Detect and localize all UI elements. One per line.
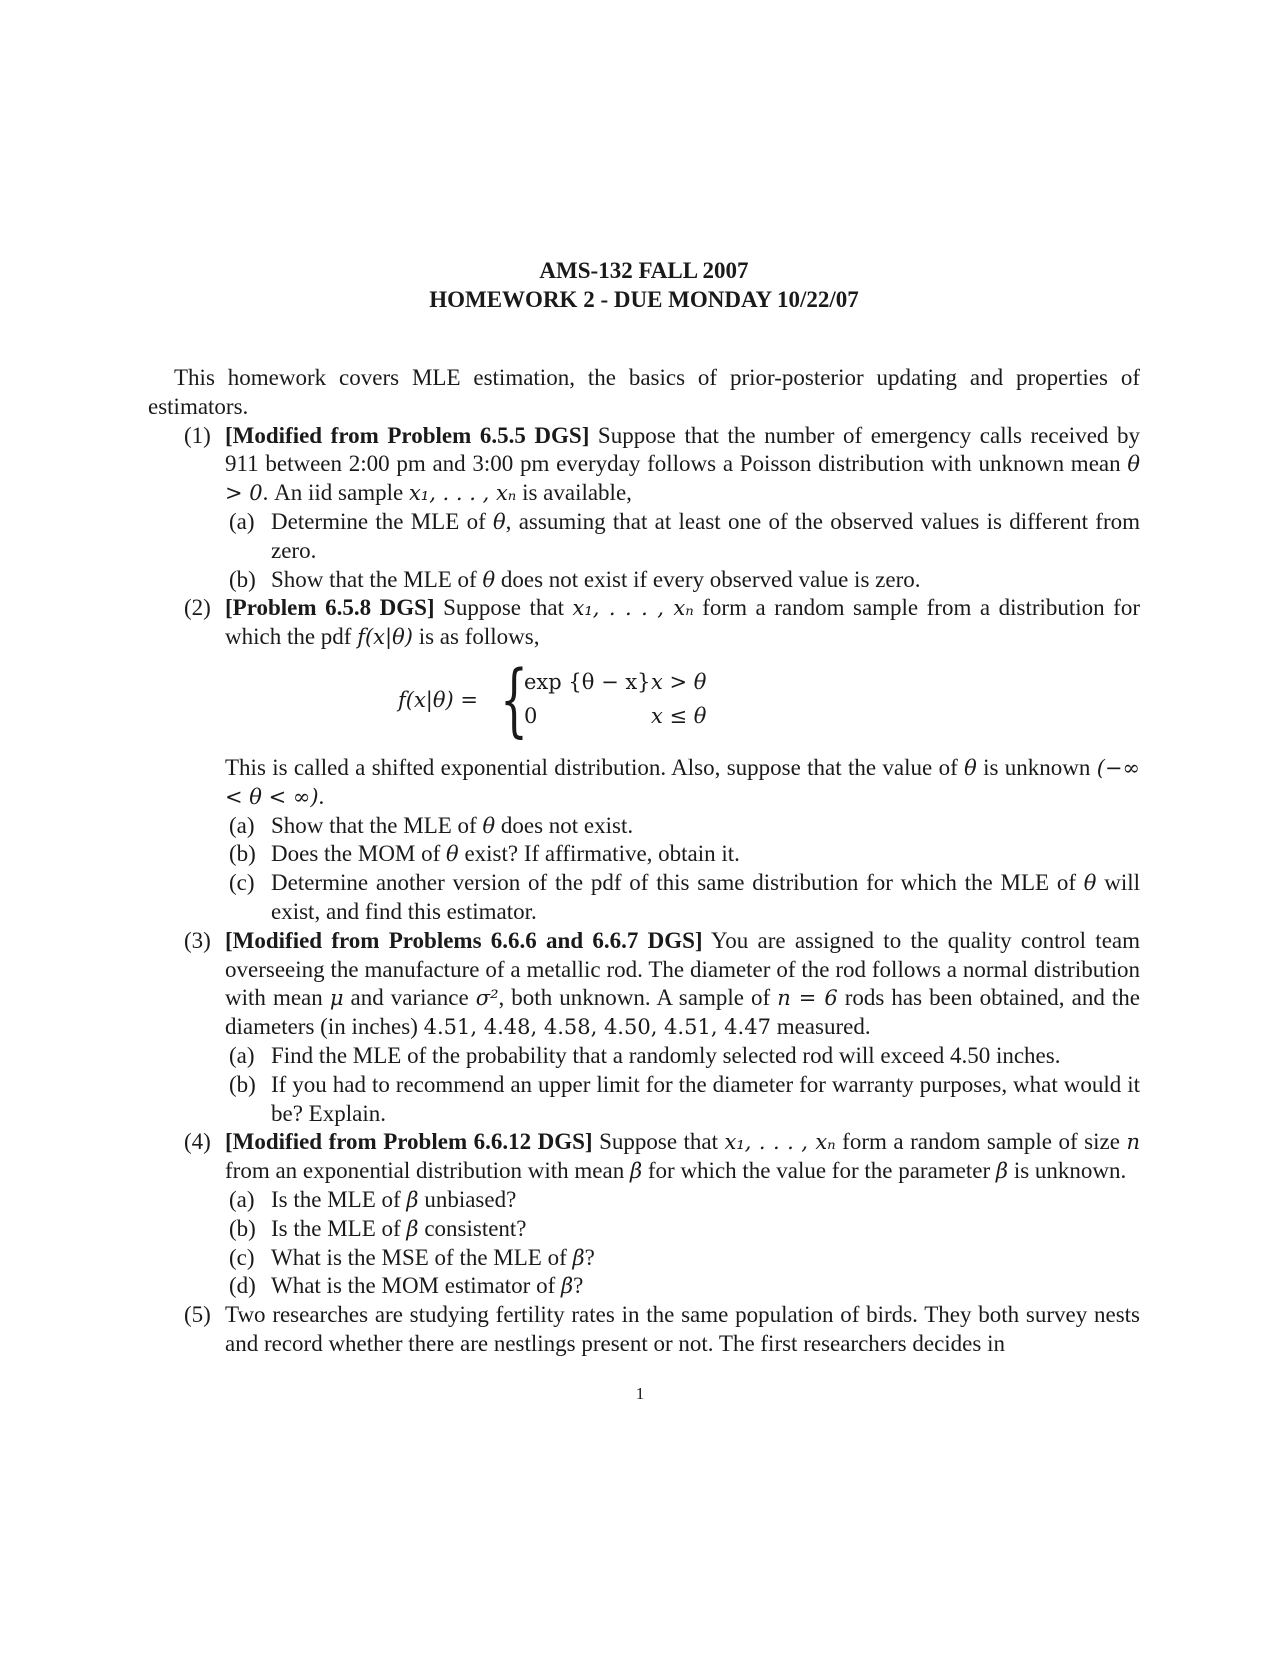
math-expression: 4.51, 4.48, 4.58, 4.50, 4.51, 4.47 [423, 1015, 771, 1040]
problem-text: rods has been obtained, and the diameters (in inches) [225, 985, 1140, 1040]
course-title: AMS-132 FALL 2007 [539, 258, 749, 283]
problem-number: (5) [184, 1302, 211, 1328]
math-expression: μ [329, 986, 344, 1011]
equation-lhs: f(x|θ) = [398, 687, 478, 712]
piecewise-equation [148, 652, 1140, 750]
subpart-text: ? [573, 1273, 584, 1299]
subpart-text: , assuming that at least one of the observed values is different from zero. [271, 508, 1141, 563]
math-expression: x₁, . . . , xₙ [572, 596, 694, 621]
subpart-label: (b) [229, 841, 256, 867]
problem-1-parts [148, 508, 1140, 594]
subpart-1b [225, 566, 1140, 595]
subpart-text: does not exist if every observed value is zero. [495, 566, 921, 592]
math-expression: β [561, 1274, 574, 1299]
math-expression: θ [964, 755, 977, 780]
problem-text: You are assigned to the quality control team overseeing the manufacture of a metallic rod. The diameter of the rod follows a normal distribution with mean [225, 927, 1141, 1011]
subpart-2b [225, 840, 1140, 869]
subpart-label: (c) [229, 870, 255, 896]
subpart-text: consistent? [418, 1215, 527, 1241]
problem-text: from an exponential distribution with mean [225, 1158, 630, 1184]
problem-reference: [Problem 6.5.8 DGS] [225, 595, 435, 621]
subpart-text: Does the MOM of [271, 841, 447, 867]
problem-number: (4) [184, 1129, 211, 1155]
subpart-1a [225, 508, 1140, 566]
subpart-4d [225, 1272, 1140, 1301]
subpart-text: exist? If affirmative, obtain it. [458, 841, 740, 867]
math-expression: β [995, 1159, 1009, 1184]
problem-reference: [Modified from Problems 6.6.6 and 6.6.7 DGS] [225, 927, 703, 953]
problem-text: , both unknown. A sample of [498, 985, 778, 1011]
problem-text: Suppose that [592, 1129, 725, 1155]
subpart-label: (a) [229, 812, 255, 838]
subpart-text: Determine another version of the pdf of this same distribution for which the MLE of [271, 870, 1084, 896]
math-expression: f(x|θ) [357, 625, 413, 650]
problem-text: Suppose that [434, 595, 573, 621]
problem-number: (3) [184, 927, 211, 953]
math-expression: β [406, 1187, 419, 1212]
math-expression: θ [493, 509, 506, 534]
math-expression: β [572, 1245, 585, 1270]
problem-reference: [Modified from Problem 6.6.12 DGS] [225, 1129, 593, 1155]
math-expression: θ [1083, 871, 1097, 896]
problem-text: is unknown. [1008, 1158, 1127, 1184]
problem-1 [148, 422, 1140, 508]
problem-reference: [Modified from Problem 6.5.5 DGS] [225, 422, 590, 448]
problem-text: . An iid sample [262, 480, 409, 506]
problem-5 [148, 1301, 1140, 1359]
subpart-text: Is the MLE of [271, 1186, 407, 1212]
math-expression: θ [482, 567, 496, 592]
document-title [148, 256, 1140, 314]
subpart-4c [225, 1244, 1140, 1273]
math-expression: x₁, . . . , xₙ [408, 481, 517, 506]
problem-3 [148, 927, 1140, 1129]
subpart-text: does not exist. [495, 812, 634, 838]
math-expression: β [406, 1216, 419, 1241]
problem-text: and variance [343, 985, 476, 1011]
math-expression: θ > 0 [225, 452, 1140, 506]
problem-text: This is called a shifted exponential distribution. Also, suppose that the value of [225, 754, 965, 780]
subpart-2c [225, 869, 1140, 927]
math-expression: x₁, . . . , xₙ [724, 1130, 836, 1155]
case-2-expression: 0 [524, 703, 538, 728]
page-number: 1 [635, 1384, 645, 1403]
subpart-text: If you had to recommend an upper limit for the diameter for warranty purposes, what would it be? Explain. [271, 1071, 1140, 1126]
problem-text: Two researches are studying fertility rates in the same population of birds. They both survey nests and record whether there are nestlings present or not. The first researchers decides in [225, 1302, 1140, 1356]
subpart-text: Determine the MLE of [271, 508, 494, 534]
math-expression: β [629, 1159, 643, 1184]
subpart-3b [225, 1071, 1140, 1129]
math-expression: (−∞ < θ < ∞) [225, 755, 1141, 809]
subpart-text: Show that the MLE of [271, 812, 483, 838]
subpart-label: (b) [229, 1071, 256, 1097]
subpart-text: will exist, and find this estimator. [271, 870, 1141, 924]
subpart-text: Show that the MLE of [271, 566, 483, 592]
problem-text: is unknown [976, 754, 1097, 780]
math-expression: θ [482, 813, 496, 838]
problem-text: is available, [516, 480, 632, 506]
problem-text: . [318, 783, 325, 809]
math-expression: n = 6 [777, 986, 838, 1011]
subpart-text: ? [584, 1244, 595, 1270]
subpart-text: Find the MLE of the probability that a randomly selected rod will exceed 4.50 inches. [271, 1042, 1061, 1068]
problem-text: for which the value for the parameter [642, 1158, 996, 1184]
problem-4 [148, 1128, 1140, 1301]
subpart-label: (a) [229, 1186, 255, 1212]
subpart-text: What is the MOM estimator of [271, 1273, 562, 1299]
problem-text: form a random sample from a distribution for which the pdf [225, 595, 1140, 650]
subpart-3a [225, 1042, 1140, 1071]
case-1-condition: x > θ [651, 669, 707, 694]
subpart-label: (a) [229, 508, 255, 534]
homework-title: HOMEWORK 2 - DUE MONDAY 10/22/07 [429, 287, 859, 312]
subpart-2a [225, 812, 1140, 841]
problem-text: measured. [770, 1014, 871, 1040]
subpart-text: Is the MLE of [271, 1215, 407, 1241]
subpart-label: (b) [229, 566, 256, 592]
problem-number: (2) [184, 595, 211, 621]
case-1-expression: exp {θ − x} [524, 669, 651, 694]
subpart-text: What is the MSE of the MLE of [271, 1244, 573, 1270]
problem-number: (1) [184, 422, 211, 448]
document-page [148, 256, 1140, 1359]
subpart-label: (b) [229, 1215, 256, 1241]
subpart-label: (c) [229, 1244, 255, 1270]
math-expression: θ [446, 842, 459, 867]
left-brace: { [500, 652, 528, 746]
problem-text: is as follows, [412, 624, 540, 650]
problem-2-continued [148, 754, 1140, 927]
case-2-condition: x ≤ θ [651, 703, 707, 728]
problem-text: Suppose that the number of emergency calls received by 911 between 2:00 pm and 3:00 pm everyday follows a Poisson distribution with unknown mean [225, 422, 1140, 477]
subpart-text: unbiased? [418, 1186, 517, 1212]
math-expression: n [1126, 1130, 1140, 1155]
problem-2 [148, 594, 1140, 652]
subpart-label: (d) [229, 1273, 256, 1299]
subpart-label: (a) [229, 1042, 255, 1068]
subpart-4b [225, 1215, 1140, 1244]
problem-text: form a random sample of size [835, 1129, 1127, 1155]
math-expression: σ² [475, 986, 499, 1011]
intro-paragraph: This homework covers MLE estimation, the basics of prior-posterior updating and properties of estimators. [148, 365, 1140, 419]
subpart-4a [225, 1186, 1140, 1215]
